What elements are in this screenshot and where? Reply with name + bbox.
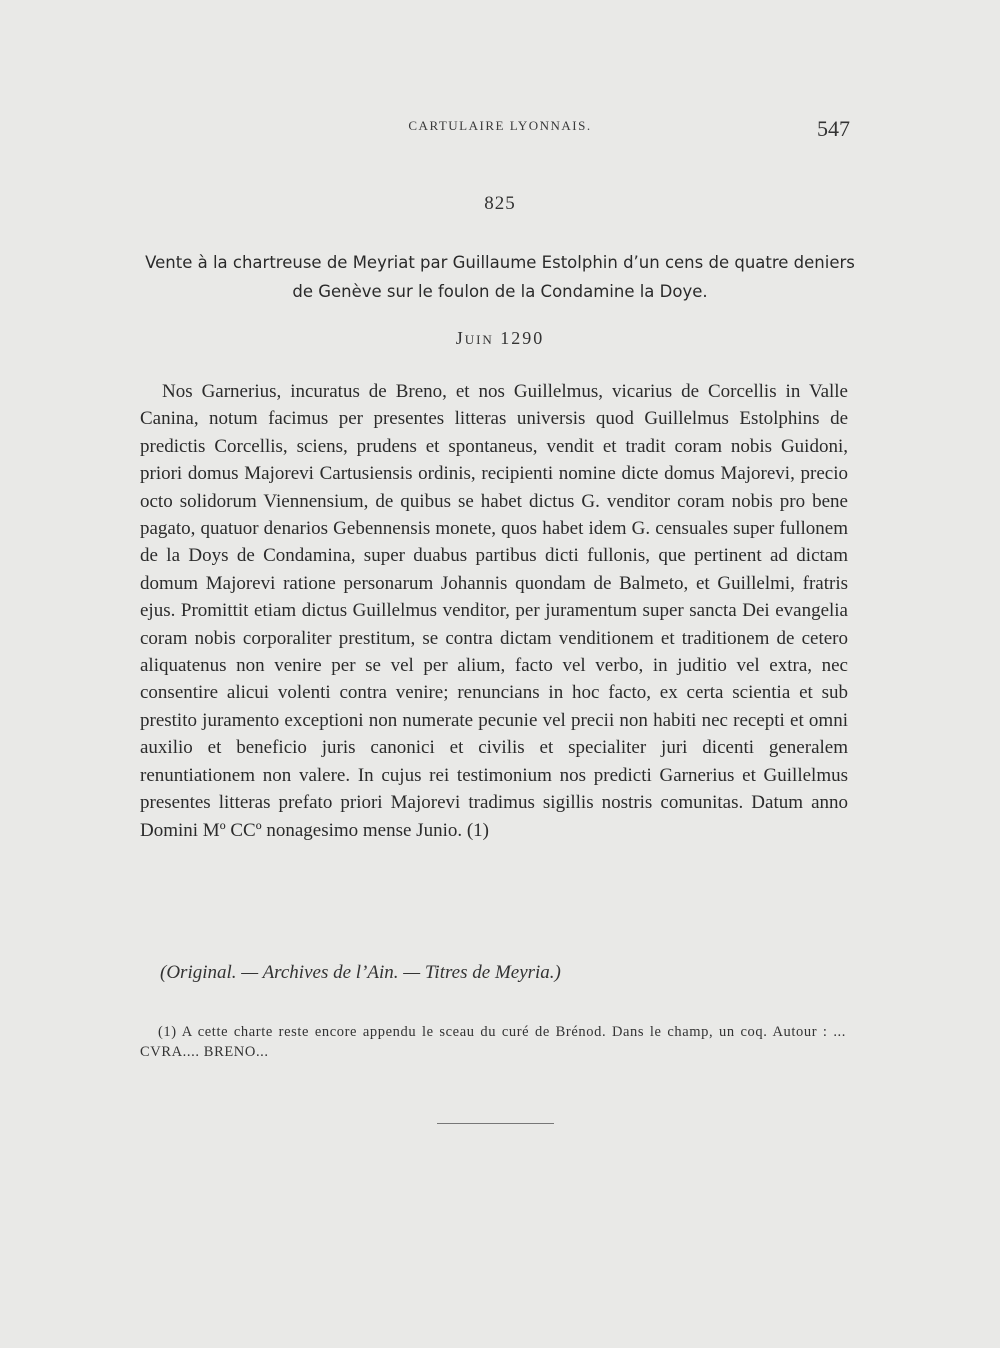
document-date: Juin 1290 <box>455 328 545 348</box>
document-summary: Vente à la chartreuse de Meyriat par Guillaume Estolphin d’un cens de quatre deniers de Genève sur le foulon de la Condamine la Doye. <box>145 253 855 301</box>
end-rule <box>437 1123 554 1124</box>
document-number: 825 <box>484 193 516 214</box>
charter-paragraph: Nos Garnerius, incuratus de Breno, et nos Guillelmus, vicarius de Corcellis in Valle Canina, notum facimus per presentes litteras universis quod Guillelmus Estolphins de predictis Corcellis, sciens, prudens et spontaneus, vendit et tradit coram nobis Guidoni, priori domus Majorevi Cartusiensis ordinis, recipienti nomine dicte domus Majorevi, precio octo solidorum Viennensium, de quibus se habet dictus G. venditor coram nobis pro bene pagato, quatuor denarios Gebennensis monete, quos habet idem G. censuales super fullonem de la Doys de Condamina, super duabus partibus dicti fullonis, que pertinent ad dictam domum Majorevi ratione personarum Johannis quondam de Balmeto, et Guillelmi, fratris ejus. Promittit etiam dictus Guillelmus venditor, per juramentum super sancta Dei evangelia coram nobis corporaliter prestitum, se contra dictam venditionem et traditionem de cetero aliquatenus non venire per se vel per alium, facto vel verbo, in juditio vel extra, nec consentire alicui volenti contra venire; renuncians in hoc facto, ex certa scientia et sub prestito juramento exceptioni non numerate pecunie vel precii non habiti nec recepti et omni auxilio et beneficio juris canonici et civilis et specialiter juri dicenti generalem renuntiationem non valere. In cujus rei testimonium nos predicti Garnerius et Guillelmus presentes litteras prefato priori Majorevi tradimus sigillis nostris comunitas. Datum anno Domini Mº CCº nonagesimo mense Junio. (1) <box>140 381 848 841</box>
page-number: 547 <box>817 116 850 141</box>
running-title: CARTULAIRE LYONNAIS. <box>408 118 592 133</box>
footnote-text: (1) A cette charte reste encore appendu le sceau du curé de Brénod. Dans le champ, un coq. Autour : ... CVRA.... BRENO... <box>140 1024 846 1060</box>
footnote <box>140 1022 846 1062</box>
charter-text <box>140 378 848 844</box>
source-citation: (Original. — Archives de l’Ain. — Titres de Meyria.) <box>160 962 561 983</box>
